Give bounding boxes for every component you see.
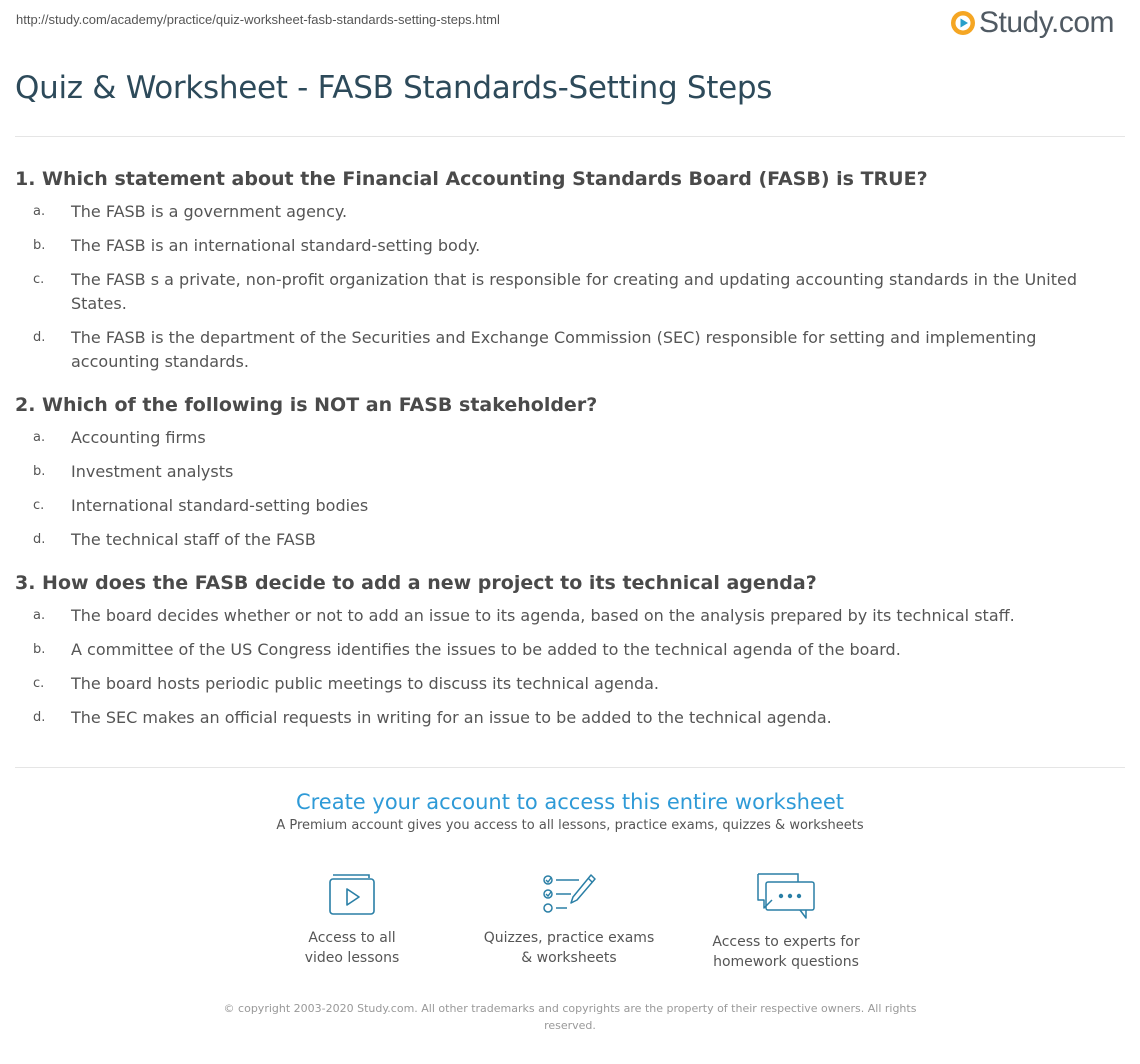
option-text: The SEC makes an official requests in writing for an issue to be added to the technical agenda. [71, 708, 832, 727]
option-text: The board hosts periodic public meetings to discuss its technical agenda. [71, 674, 660, 693]
answer-option [15, 268, 1125, 316]
answer-option [15, 234, 1125, 258]
signup-cta [0, 790, 1140, 833]
page-title: Quiz & Worksheet - FASB Standards-Setting Steps [15, 70, 773, 106]
feature-experts [686, 870, 886, 972]
answer-option [15, 426, 1125, 450]
header-divider [15, 136, 1125, 137]
option-letter: d. [33, 330, 46, 345]
question-text: 1. Which statement about the Financial Accounting Standards Board (FASB) is TRUE? [15, 168, 928, 190]
page-url: http://study.com/academy/practice/quiz-worksheet-fasb-standards-setting-steps.html [16, 12, 500, 27]
option-letter: a. [33, 204, 46, 219]
answer-option [15, 528, 1125, 552]
question-2 [15, 394, 1125, 552]
option-letter: b. [33, 642, 46, 657]
create-account-link[interactable]: Create your account to access this entire worksheet [295, 790, 845, 814]
feature-label: Access to all video lessons [304, 930, 400, 966]
option-letter: b. [33, 238, 46, 253]
feature-video-lessons [252, 870, 452, 968]
option-text: The FASB s a private, non-profit organization that is responsible for creating and updating accounting standards in the United States. [71, 270, 1078, 313]
cta-subtitle: A Premium account gives you access to all lessons, practice exams, quizzes & worksheets [276, 818, 864, 833]
play-logo-icon [950, 10, 976, 36]
option-text: International standard-setting bodies [71, 496, 369, 515]
content-divider [15, 767, 1125, 768]
answer-option [15, 200, 1125, 224]
answer-option [15, 706, 1125, 730]
option-letter: d. [33, 532, 46, 547]
answer-option [15, 672, 1125, 696]
logo-text: Study.com [979, 6, 1114, 39]
option-text: The board decides whether or not to add an issue to its agenda, based on the analysis prepared by its technical staff. [71, 606, 1015, 625]
option-letter: c. [33, 498, 45, 513]
option-text: A committee of the US Congress identifies the issues to be added to the technical agenda of the board. [71, 640, 901, 659]
answer-option [15, 604, 1125, 628]
option-text: Accounting firms [71, 428, 206, 447]
option-text: Investment analysts [71, 462, 234, 481]
question-1 [15, 168, 1125, 374]
answer-option [15, 326, 1125, 374]
option-letter: c. [33, 676, 45, 691]
quiz-questions [15, 168, 1125, 750]
question-3 [15, 572, 1125, 730]
study-logo[interactable] [950, 6, 1114, 40]
option-letter: a. [33, 430, 46, 445]
feature-label: Quizzes, practice exams & worksheets [483, 930, 655, 966]
feature-quizzes [469, 870, 669, 968]
question-text: 2. Which of the following is NOT an FASB stakeholder? [15, 394, 598, 416]
copyright-notice: © copyright 2003-2020 Study.com. All other trademarks and copyrights are the property of their respective owners. All rights reserved. [223, 1002, 917, 1032]
option-text: The technical staff of the FASB [71, 530, 316, 549]
option-text: The FASB is the department of the Securities and Exchange Commission (SEC) responsible for setting and implementing accounting standards. [71, 328, 1037, 371]
answer-option [15, 638, 1125, 662]
answer-option [15, 494, 1125, 518]
feature-label: Access to experts for homework questions [712, 934, 860, 970]
video-lesson-icon [326, 870, 378, 918]
answer-option [15, 460, 1125, 484]
option-text: The FASB is an international standard-setting body. [71, 236, 481, 255]
question-text: 3. How does the FASB decide to add a new project to its technical agenda? [15, 572, 817, 594]
option-letter: a. [33, 608, 46, 623]
quiz-checklist-icon [541, 870, 597, 918]
option-letter: d. [33, 710, 46, 725]
chat-bubbles-icon [754, 870, 818, 922]
option-letter: c. [33, 272, 45, 287]
option-letter: b. [33, 464, 46, 479]
option-text: The FASB is a government agency. [71, 202, 348, 221]
